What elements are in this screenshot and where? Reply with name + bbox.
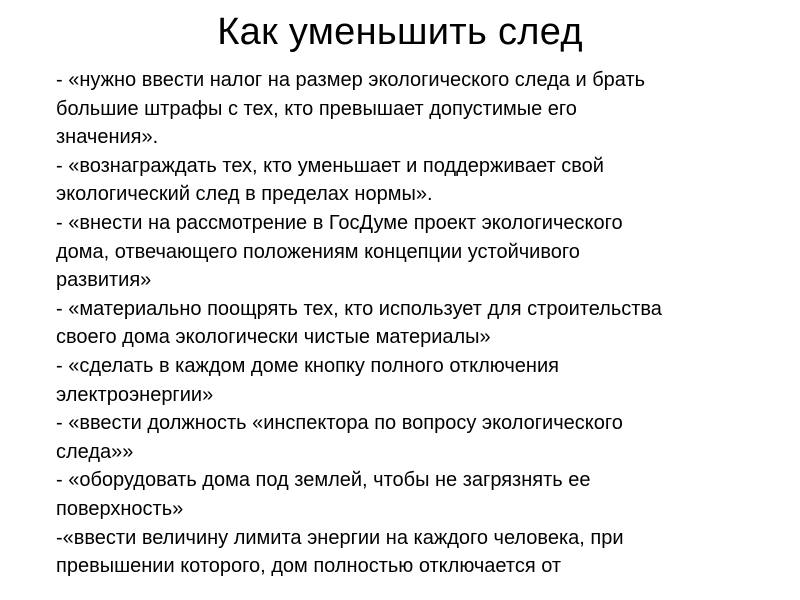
body-line: - «сделать в каждом доме кнопку полного отключения — [56, 354, 559, 377]
body-line: - «ввести должность «инспектора по вопросу экологического — [56, 412, 623, 435]
body-line: - «внести на рассмотрение в ГосДуме проект экологического — [56, 211, 623, 234]
slide-title: Как уменьшить след — [217, 11, 583, 53]
body-line: дома, отвечающего положениям концепции устойчивого — [56, 240, 580, 263]
body-line: следа»» — [56, 440, 134, 463]
body-line: - «оборудовать дома под землей, чтобы не загрязнять ее — [56, 469, 591, 492]
body-line: экологический след в пределах нормы». — [56, 183, 433, 206]
body-line: превышении которого, дом полностью отключается от — [56, 555, 562, 578]
body-line: - «вознаграждать тех, кто уменьшает и поддерживает свой — [56, 154, 604, 177]
body-line: электроэнергии» — [56, 383, 214, 406]
body-line: - «нужно ввести налог на размер экологического следа и брать — [56, 69, 646, 91]
body-line: большие штрафы с тех, кто превышает допустимые его — [56, 97, 577, 120]
body-line: значения». — [56, 126, 159, 149]
body-line: развития» — [56, 269, 152, 292]
body-line: - «материально поощрять тех, кто использует для строительства — [56, 297, 662, 320]
body-line: -«ввести величину лимита энергии на каждого человека, при — [56, 526, 624, 549]
body-line: своего дома экологически чистые материалы» — [56, 326, 491, 349]
body-line: поверхность» — [56, 497, 184, 520]
slide-body — [56, 66, 796, 581]
